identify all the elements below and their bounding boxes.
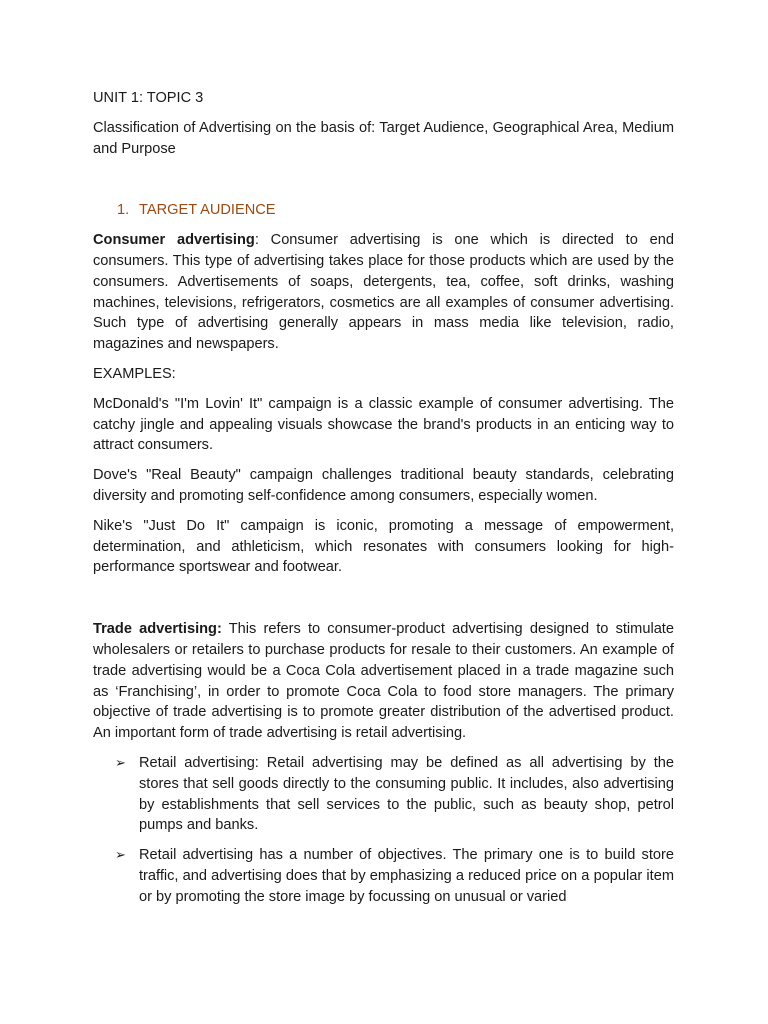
trade-advertising-paragraph [93, 619, 674, 744]
example-dove: Dove's "Real Beauty" campaign challenges traditional beauty standards, celebrating diversity and promoting self-confidence among consumers, especially women. [93, 467, 674, 504]
arrow-bullet-icon: ➢ [115, 847, 126, 863]
bullet-text: Retail advertising has a number of objectives. The primary one is to build store traffic, and advertising does that by emphasizing a reduced price on a popular item or by promoting the store image by focussing on unusual or varied [139, 847, 674, 905]
classification-subtitle: Classification of Advertising on the basis of: Target Audience, Geographical Area, Medium and Purpose [93, 119, 674, 157]
consumer-advertising-paragraph [93, 230, 674, 355]
section-heading-text: TARGET AUDIENCE [139, 202, 276, 219]
consumer-advertising-text: : Consumer advertising is one which is directed to end consumers. This type of advertising takes place for those products which are used by the consumers. Advertisements of soaps, detergents, tea, coffee, soft drinks, washing machines, televisions, refrigerators, cosmetics are all examples of consumer advertising. Such type of advertising generally appears in mass media like television, radio, magazines and newspapers. [93, 232, 674, 353]
consumer-advertising-term: Consumer advertising [93, 232, 255, 249]
example-nike: Nike's "Just Do It" campaign is iconic, promoting a message of empowerment, determination, and athleticism, which resonates with consumers looking for high-performance sportswear and footwear. [93, 517, 674, 576]
trade-advertising-text: This refers to consumer-product advertising designed to stimulate wholesalers or retailers to purchase products for resale to their customers. An example of trade advertising would be a Coca Cola advertisement placed in a trade magazine such as ‘Franchising’, in order to promote Coca Cola to food store managers. The primary objective of trade advertising is to promote greater distribution of the advertised product. An important form of trade advertising is retail advertising. [93, 621, 674, 742]
bullet-text: Retail advertising: Retail advertising may be defined as all advertising by the stores that sell goods directly to the consuming public. It includes, also advertising by establishments that sell services to the public, such as beauty shop, petrol pumps and banks. [139, 754, 674, 834]
list-item [93, 845, 674, 907]
trade-advertising-term: Trade advertising: [93, 621, 222, 638]
arrow-bullet-icon: ➢ [115, 754, 126, 770]
list-item [93, 753, 674, 836]
example-mcdonalds: McDonald's "I'm Lovin' It" campaign is a classic example of consumer advertising. The catchy jingle and appealing visuals showcase the brand's products in an enticing way to attract consumers. [93, 395, 674, 454]
section-number: 1. [117, 202, 130, 219]
examples-label: EXAMPLES: [93, 365, 176, 382]
unit-title: UNIT 1: TOPIC 3 [93, 90, 204, 106]
section-heading [93, 200, 674, 221]
